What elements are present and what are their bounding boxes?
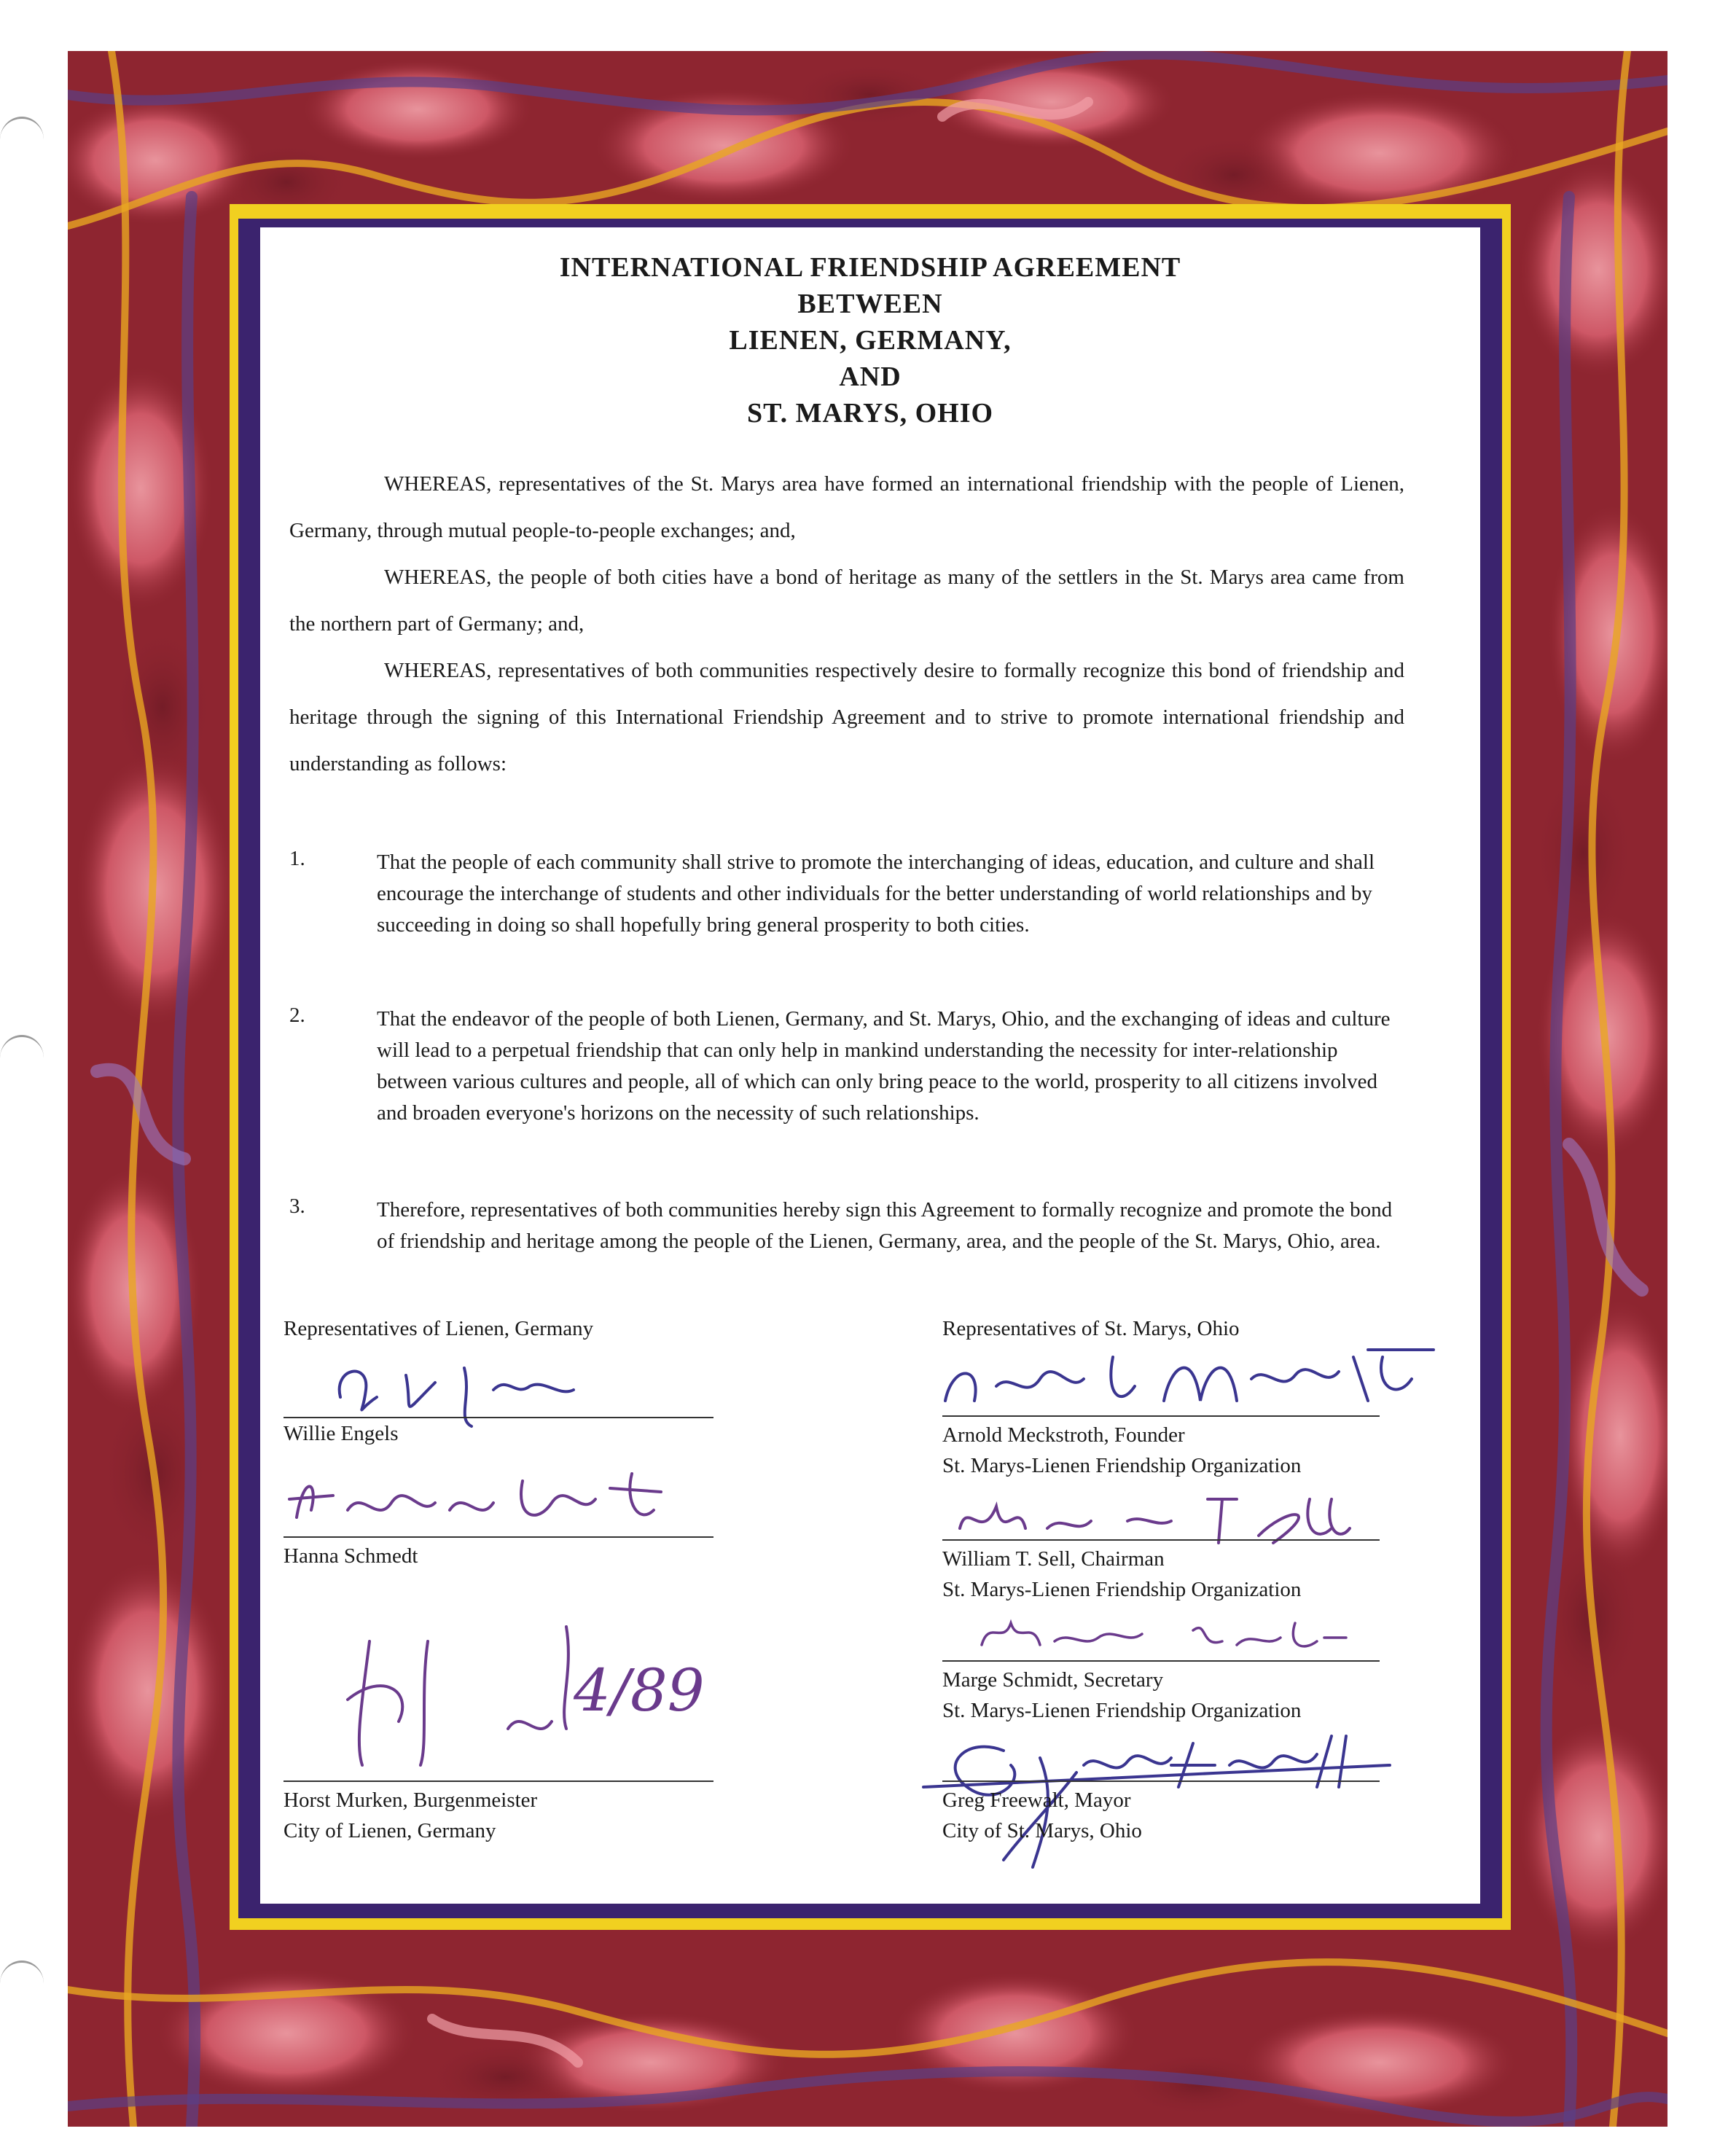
item-text-3: Therefore, representatives of both communities hereby sign this Agreement to formally recognize and promote the bond of friendship and heritage among the people of the Lienen, Germany, area, and the people of the St. Marys, Ohio, area. xyxy=(377,1198,1393,1253)
whereas-text-2: WHEREAS, the people of both cities have a bond of heritage as many of the settlers in the St. Marys area came from the northern part of Germany; and, xyxy=(289,566,1404,636)
signature-arnold-meckstroth xyxy=(931,1335,1441,1423)
agreement-title xyxy=(260,249,1480,431)
title-line-3: LIENEN, GERMANY, xyxy=(729,325,1012,356)
signature-hanna-schmedt xyxy=(282,1459,690,1532)
whereas-text-3: WHEREAS, representatives of both communities respectively desire to formally recognize this bond of friendship and heritage through the signing of this International Friendship Agreement and to strive to promote international friendship and understanding as follows: xyxy=(289,659,1404,775)
signature-line-hanna-schmedt xyxy=(284,1536,713,1538)
signatory-arnold-meckstroth: Arnold Meckstroth, Founder xyxy=(942,1423,1185,1447)
item-number-2: 2. xyxy=(289,1004,305,1027)
signature-line-arnold-meckstroth xyxy=(942,1415,1380,1417)
binder-hole-top xyxy=(0,117,44,163)
signatory-greg-freewalt: Greg Freewalt, Mayor xyxy=(942,1789,1131,1812)
binder-hole-middle xyxy=(0,1035,44,1081)
whereas-paragraph-2 xyxy=(289,554,1404,647)
signatory-arnold-meckstroth-org: St. Marys-Lienen Friendship Organization xyxy=(942,1454,1302,1477)
handwritten-date-text: 4/89 xyxy=(574,1657,705,1724)
signature-willie-engels xyxy=(326,1346,588,1426)
signature-line-marge-schmidt xyxy=(942,1660,1380,1662)
stmarys-representatives-heading: Representatives of St. Marys, Ohio xyxy=(942,1317,1240,1340)
signatory-marge-schmidt: Marge Schmidt, Secretary xyxy=(942,1668,1164,1692)
signatory-marge-schmidt-org: St. Marys-Lienen Friendship Organization xyxy=(942,1699,1302,1722)
signature-marge-schmidt xyxy=(974,1608,1353,1660)
lienen-representatives-heading: Representatives of Lienen, Germany xyxy=(284,1317,594,1340)
signatory-william-sell-org: St. Marys-Lienen Friendship Organization xyxy=(942,1578,1302,1601)
signature-line-greg-freewalt xyxy=(942,1780,1380,1782)
agreement-paper xyxy=(260,227,1480,1904)
item-number-1: 1. xyxy=(289,847,305,870)
title-line-4: AND xyxy=(839,361,902,392)
item-text-2: That the endeavor of the people of both Lienen, Germany, and St. Marys, Ohio, and the exchanging of ideas and culture will lead to a perpetual friendship that can only help in mankind understanding the necessity for inter-relationship between various cultures and people, all of which can only bring peace to the world, prosperity to all citizens involved and broaden everyone's horizons on the necessity of such relationships. xyxy=(377,1007,1391,1125)
signatory-greg-freewalt-org: City of St. Marys, Ohio xyxy=(942,1819,1142,1842)
handwritten-date xyxy=(574,1645,705,1732)
signatory-hanna-schmedt: Hanna Schmedt xyxy=(284,1544,418,1568)
signatory-horst-murken-org: City of Lienen, Germany xyxy=(284,1819,496,1842)
signature-line-william-sell xyxy=(942,1539,1380,1541)
signatory-willie-engels: Willie Engels xyxy=(284,1422,399,1445)
title-line-1: INTERNATIONAL FRIENDSHIP AGREEMENT xyxy=(559,252,1181,283)
title-line-2: BETWEEN xyxy=(797,289,943,319)
signatory-horst-murken: Horst Murken, Burgenmeister xyxy=(284,1789,538,1812)
item-text-1: That the people of each community shall strive to promote the interchanging of ideas, education, and culture and shall encourage the interchange of students and other individuals for the better understanding of world relationships and by succeeding in doing so shall hopefully bring general prosperity to both cities. xyxy=(377,851,1375,937)
signatory-william-sell: William T. Sell, Chairman xyxy=(942,1547,1165,1571)
signature-line-horst-murken xyxy=(284,1780,713,1782)
binder-hole-bottom xyxy=(0,1961,44,2006)
whereas-paragraph-3 xyxy=(289,647,1404,787)
whereas-paragraph-1 xyxy=(289,461,1404,554)
title-line-5: ST. MARYS, OHIO xyxy=(746,398,994,429)
whereas-text-1: WHEREAS, representatives of the St. Marys area have formed an international friendship with the people of Lienen, Germany, through mutual people-to-people exchanges; and, xyxy=(289,472,1404,542)
item-number-3: 3. xyxy=(289,1195,305,1218)
